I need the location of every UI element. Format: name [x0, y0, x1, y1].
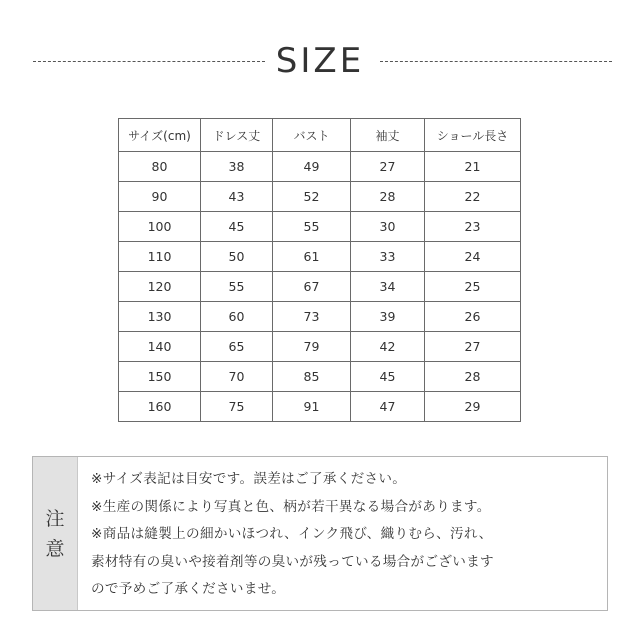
cell-dress-length: 50	[201, 242, 273, 272]
table-row	[119, 392, 521, 422]
cell-shawl-length: 22	[425, 182, 521, 212]
notice-line: ※サイズ表記は目安です。誤差はご了承ください。	[91, 471, 407, 487]
notice-label-char: 注	[45, 507, 65, 530]
cell-dress-length: 55	[201, 272, 273, 302]
title-dashed-line-left	[33, 61, 265, 62]
cell-dress-length: 45	[201, 212, 273, 242]
cell-bust: 52	[273, 182, 351, 212]
cell-bust: 61	[273, 242, 351, 272]
cell-bust: 73	[273, 302, 351, 332]
cell-dress-length: 75	[201, 392, 273, 422]
cell-sleeve-length: 39	[351, 302, 425, 332]
notice-label	[33, 457, 78, 610]
cell-size: 110	[119, 242, 201, 272]
header-sleeve-length: 袖丈	[351, 119, 425, 152]
notice-box	[32, 456, 608, 611]
cell-dress-length: 43	[201, 182, 273, 212]
cell-bust: 49	[273, 152, 351, 182]
size-table-body	[119, 152, 521, 422]
notice-line: ※生産の関係により写真と色、柄が若干異なる場合があります。	[91, 498, 491, 515]
cell-size: 120	[119, 272, 201, 302]
cell-sleeve-length: 42	[351, 332, 425, 362]
table-row	[119, 362, 521, 392]
cell-sleeve-length: 45	[351, 362, 425, 392]
cell-shawl-length: 28	[425, 362, 521, 392]
page-title: SIZE	[275, 41, 365, 81]
notice-text	[91, 466, 601, 604]
cell-sleeve-length: 30	[351, 212, 425, 242]
cell-bust: 67	[273, 272, 351, 302]
notice-line: ので予めご了承くださいませ。	[91, 581, 286, 597]
cell-size: 80	[119, 152, 201, 182]
table-row	[119, 152, 521, 182]
cell-dress-length: 38	[201, 152, 273, 182]
cell-bust: 79	[273, 332, 351, 362]
table-row	[119, 242, 521, 272]
cell-bust: 55	[273, 212, 351, 242]
table-row	[119, 212, 521, 242]
cell-size: 100	[119, 212, 201, 242]
table-row	[119, 272, 521, 302]
cell-size: 140	[119, 332, 201, 362]
table-row	[119, 182, 521, 212]
cell-sleeve-length: 33	[351, 242, 425, 272]
cell-sleeve-length: 34	[351, 272, 425, 302]
cell-bust: 91	[273, 392, 351, 422]
cell-size: 160	[119, 392, 201, 422]
notice-line: ※商品は縫製上の細かいほつれ、インク飛び、織りむら、汚れ、	[91, 526, 493, 542]
cell-shawl-length: 24	[425, 242, 521, 272]
cell-shawl-length: 27	[425, 332, 521, 362]
header-shawl-length: ショール長さ	[425, 119, 521, 152]
cell-size: 130	[119, 302, 201, 332]
cell-shawl-length: 23	[425, 212, 521, 242]
cell-size: 90	[119, 182, 201, 212]
cell-dress-length: 70	[201, 362, 273, 392]
cell-sleeve-length: 28	[351, 182, 425, 212]
cell-dress-length: 60	[201, 302, 273, 332]
header-dress-length: ドレス丈	[201, 119, 273, 152]
cell-shawl-length: 21	[425, 152, 521, 182]
cell-dress-length: 65	[201, 332, 273, 362]
size-table-header-row	[119, 119, 521, 152]
size-table	[118, 118, 521, 422]
title-row	[0, 38, 640, 84]
notice-line: 素材特有の臭いや接着剤等の臭いが残っている場合がございます	[91, 553, 494, 570]
cell-shawl-length: 29	[425, 392, 521, 422]
cell-sleeve-length: 47	[351, 392, 425, 422]
header-bust: バスト	[273, 119, 351, 152]
header-size: サイズ(cm)	[119, 119, 201, 152]
notice-label-char: 意	[45, 537, 65, 560]
cell-shawl-length: 25	[425, 272, 521, 302]
table-row	[119, 332, 521, 362]
cell-bust: 85	[273, 362, 351, 392]
title-dashed-line-right	[380, 61, 612, 62]
cell-sleeve-length: 27	[351, 152, 425, 182]
cell-shawl-length: 26	[425, 302, 521, 332]
cell-size: 150	[119, 362, 201, 392]
table-row	[119, 302, 521, 332]
